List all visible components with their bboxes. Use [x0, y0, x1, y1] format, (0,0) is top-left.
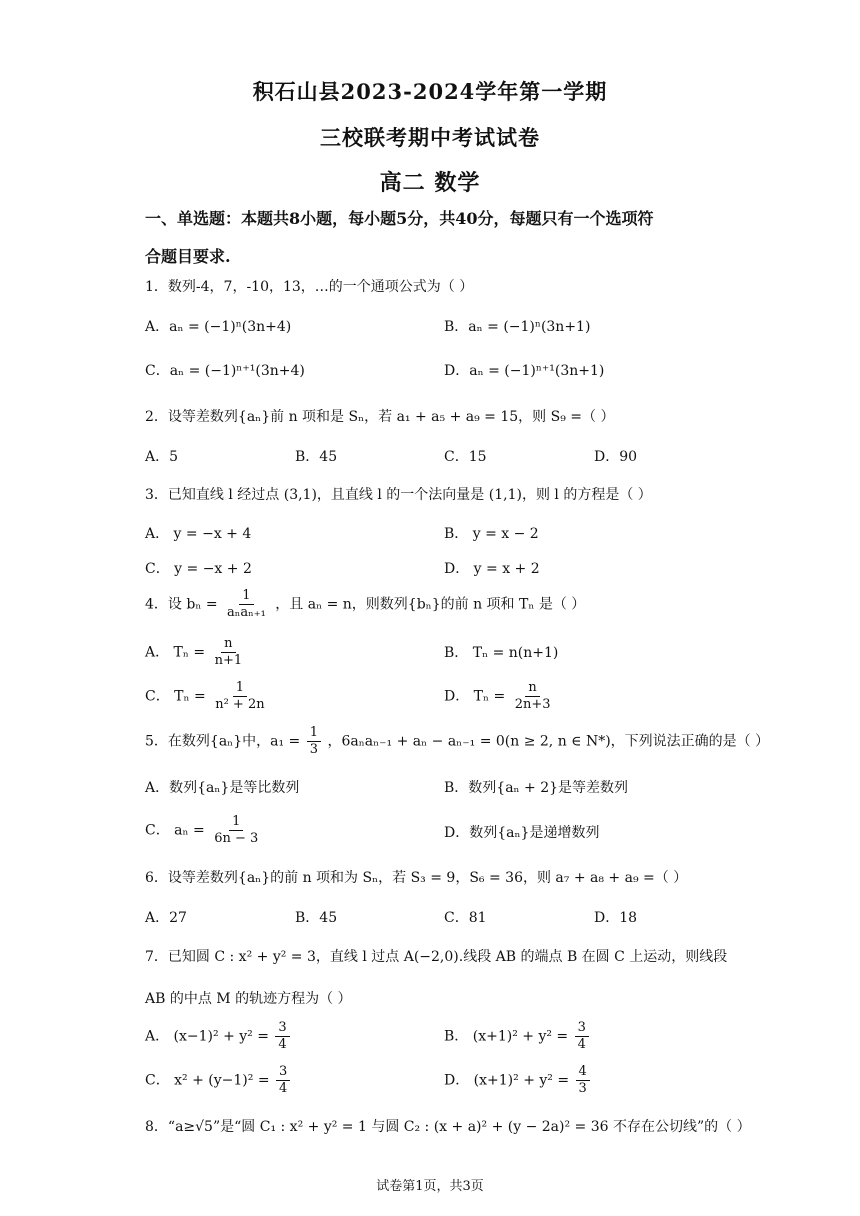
question-2-option-d: D．90: [594, 449, 638, 465]
question-5-stem-prefix: 5．在数列{aₙ}中，a₁ =: [145, 733, 301, 750]
option-label: B． (x+1)² + y² =: [444, 1028, 569, 1045]
fraction-denominator: 2n+3: [514, 697, 551, 712]
question-6-option-b: B．45: [295, 910, 338, 926]
question-8-stem: 8．“a≥√5”是“圆 C₁ : x² + y² = 1 与圆 C₂ : (x + a)² + (y − 2a)² = 36 不存在公切线”的（ ）: [145, 1119, 751, 1135]
question-4-option-a: [145, 636, 247, 669]
question-2-option-a: A．5: [145, 449, 179, 465]
question-2-option-b: B．45: [295, 449, 338, 465]
question-4-option-d: [444, 680, 556, 713]
fraction-denominator: aₙaₙ₊₁: [227, 605, 266, 620]
fraction-denominator: 4: [577, 1037, 586, 1052]
fraction-denominator: n² + 2n: [215, 697, 265, 712]
question-7-stem-line2: AB 的中点 M 的轨迹方程为（ ）: [145, 991, 352, 1007]
question-7-stem-line1: 7．已知圆 C : x² + y² = 3，直线 l 过点 A(−2,0).线段 AB 的端点 B 在圆 C 上运动，则线段: [145, 949, 728, 965]
option-fraction: [276, 1064, 290, 1097]
option-fraction: [576, 1064, 590, 1097]
question-4-fraction: [224, 588, 269, 621]
section-heading-line2: 合题目要求.: [145, 247, 231, 266]
question-4-option-b: [444, 642, 558, 662]
question-6-stem: 6．设等差数列{aₙ}的前 n 项和为 Sₙ，若 S₃ = 9，S₆ = 36，则 a₇ + a₈ + a₉ =（ ）: [145, 870, 688, 886]
question-3-option-c: C． y = −x + 2: [145, 561, 252, 577]
fraction-numerator: 3: [276, 1064, 290, 1081]
exam-title-line2: 三校联考期中考试试卷: [320, 125, 540, 150]
option-label: B．数列{aₙ + 2}是等差数列: [444, 780, 629, 796]
option-fraction: [575, 1020, 589, 1053]
option-label: A． Tₙ =: [145, 644, 206, 661]
option-label: A．数列{aₙ}是等比数列: [145, 780, 300, 796]
option-label: D． (x+1)² + y² =: [444, 1072, 570, 1089]
question-3-stem: 3．已知直线 l 经过点 (3,1)，且直线 l 的一个法向量是 (1,1)，则 l 的方程是（ ）: [145, 487, 652, 503]
fraction-numerator: 3: [575, 1020, 589, 1037]
page-footer: 试卷第1页，共3页: [376, 1179, 484, 1194]
question-3-option-a: A． y = −x + 4: [145, 526, 252, 542]
option-label: C． x² + (y−1)² =: [145, 1072, 270, 1089]
section-heading-line1: 一、单选题：本题共8小题，每小题5分，共40分，每题只有一个选项符: [145, 209, 654, 228]
question-3-option-d: D． y = x + 2: [444, 561, 540, 577]
fraction-denominator: 4: [278, 1037, 287, 1052]
option-fraction: [512, 680, 554, 713]
section-heading: [145, 200, 735, 276]
question-7-option-d: [444, 1064, 592, 1097]
exam-title-line1: 积石山县2023-2024学年第一学期: [252, 79, 608, 104]
fraction-denominator: n+1: [214, 653, 243, 668]
question-1-option-d: D．aₙ = (−1)ⁿ⁺¹(3n+1): [444, 363, 605, 379]
question-4-stem-prefix: 4．设 bₙ =: [145, 596, 218, 613]
question-6-option-a: A．27: [145, 910, 187, 926]
question-7-option-a: [145, 1020, 292, 1053]
question-5-option-a: [145, 777, 299, 797]
question-6-option-d: D．18: [594, 910, 638, 926]
question-5-stem-suffix: ，6aₙaₙ₋₁ + aₙ − aₙ₋₁ = 0(n ≥ 2, n ∈ N*)，下列说法正确的是（ ）: [327, 733, 770, 750]
option-label: C． Tₙ =: [145, 688, 206, 705]
option-label: C． aₙ =: [145, 822, 205, 839]
question-6-option-c: C．81: [444, 910, 487, 926]
exam-subject: 高二 数学: [379, 170, 481, 196]
fraction-numerator: n: [525, 680, 539, 697]
question-1-option-b: B．aₙ = (−1)ⁿ(3n+1): [444, 319, 591, 335]
question-2-stem: 2．设等差数列{aₙ}前 n 项和是 Sₙ，若 a₁ + a₅ + a₉ = 15，则 S₉ =（ ）: [145, 409, 615, 425]
fraction-denominator: 6n − 3: [214, 831, 259, 846]
fraction-numerator: 4: [576, 1064, 590, 1081]
question-7-option-b: [444, 1020, 591, 1053]
fraction-numerator: 1: [307, 725, 321, 742]
option-label: B． Tₙ = n(n+1): [444, 645, 559, 661]
option-label: D．数列{aₙ}是递增数列: [444, 825, 600, 841]
question-1-option-a: A．aₙ = (−1)ⁿ(3n+4): [145, 319, 292, 335]
question-1-option-c: C．aₙ = (−1)ⁿ⁺¹(3n+4): [145, 363, 305, 379]
question-4-stem: [145, 588, 745, 621]
option-fraction: [275, 1020, 289, 1053]
fraction-denominator: 3: [578, 1081, 587, 1096]
question-5-option-b: [444, 777, 628, 797]
question-1-stem: 1．数列-4，7，-10，13，…的一个通项公式为（ ）: [145, 279, 474, 295]
option-fraction: [212, 680, 267, 713]
question-4-stem-suffix: ，且 aₙ = n，则数列{bₙ}的前 n 项和 Tₙ 是（ ）: [275, 596, 586, 613]
question-5-fraction: [307, 725, 321, 758]
option-fraction: [211, 814, 261, 847]
fraction-numerator: 1: [233, 680, 247, 697]
question-5-stem: [145, 725, 770, 758]
option-label: D． Tₙ =: [444, 688, 506, 705]
question-2-option-c: C．15: [444, 449, 487, 465]
question-4-option-c: [145, 680, 270, 713]
option-label: A． (x−1)² + y² =: [145, 1028, 269, 1045]
option-fraction: [212, 636, 246, 669]
fraction-denominator: 3: [309, 742, 318, 757]
fraction-numerator: 3: [275, 1020, 289, 1037]
fraction-denominator: 4: [279, 1081, 288, 1096]
fraction-numerator: 1: [229, 814, 243, 831]
question-5-option-d: [444, 822, 599, 842]
fraction-numerator: 1: [239, 588, 253, 605]
question-5-option-c: [145, 814, 263, 847]
fraction-numerator: n: [221, 636, 235, 653]
question-7-option-c: [145, 1064, 292, 1097]
question-3-option-b: B． y = x − 2: [444, 526, 539, 542]
